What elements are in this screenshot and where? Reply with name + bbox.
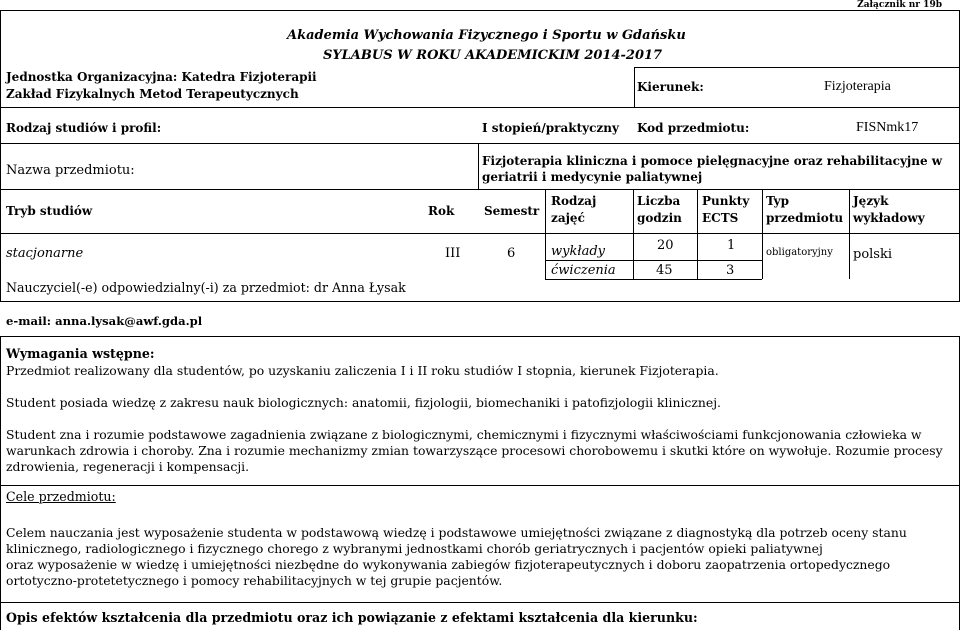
requirements-p1: Przedmiot realizowany dla studentów, po uzyskaniu zaliczenia I i II roku studiów I stopnia, kierunek Fizjoterapia. bbox=[6, 363, 719, 378]
course-code-label: Kod przedmiotu: bbox=[637, 121, 750, 135]
row-ects: 1 bbox=[727, 238, 736, 253]
requirements-p2: Student posiada wiedzę z zakresu nauk biologicznych: anatomii, fizjologii, biomechaniki i patofizjologii klinicznej. bbox=[6, 395, 721, 410]
header-language-2: wykładowy bbox=[853, 211, 925, 225]
header-year: Rok bbox=[428, 204, 455, 218]
header-language-1: Język bbox=[853, 194, 889, 208]
requirements-p3: Student zna i rozumie podstawowe zagadnienia związane z biologicznymi, chemicznymi i fizycznymi właściwościami funkcjonowania człowieka w warunkach zdrowia i choroby. Zna i rozumie mechanizmy zmian towarzyszące procesowi chorobowemu i skutki które on wywołuje. Rozumie procesy zdrowienia, regeneracji i kompensacji. bbox=[6, 427, 943, 474]
syllabus-title: SYLABUS W ROKU AKADEMICKIM 2014-2017 bbox=[323, 48, 663, 63]
header-hours-1: Liczba bbox=[637, 194, 681, 208]
row-semester: 6 bbox=[507, 246, 516, 261]
row-lecture-hours: 20 bbox=[657, 238, 674, 253]
course-name-line-2: geriatrii i medycynie paliatywnej bbox=[482, 170, 703, 184]
header-hours-2: godzin bbox=[637, 211, 682, 225]
academy-title: Akademia Wychowania Fizycznego i Sportu w Gdańsku bbox=[287, 28, 686, 43]
goals-title: Cele przedmiotu: bbox=[6, 489, 116, 504]
attachment-note: Załącznik nr 19b bbox=[857, 0, 942, 10]
study-type-value: I stopień/praktyczny bbox=[482, 121, 619, 135]
row-exercises-ects: 3 bbox=[726, 263, 735, 278]
header-class-type-2: zajęć bbox=[551, 211, 585, 225]
direction-value: Fizjoterapia bbox=[824, 79, 891, 94]
outcomes-title: Opis efektów kształcenia dla przedmiotu oraz ich powiązanie z efektami kształcenia dla kierunku: bbox=[6, 610, 698, 625]
course-name-line-1: Fizjoterapia kliniczna i pomoce pielęgnacyjne oraz rehabilitacyjne w bbox=[482, 154, 943, 168]
email-line: e-mail: anna.lysak@awf.gda.pl bbox=[6, 314, 203, 328]
course-name-label: Nazwa przedmiotu: bbox=[6, 163, 135, 178]
row-mode: stacjonarne bbox=[6, 246, 84, 261]
row-subject-type: obligatoryjny bbox=[766, 247, 833, 258]
row-exercises: ćwiczenia bbox=[551, 263, 616, 278]
header-class-type-1: Rodzaj bbox=[551, 194, 597, 208]
goals-p1: Celem nauczania jest wyposażenie studenta w podstawową wiedzę i podstawowe umiejętności związane z diagnostyką dla potrzeb oceny stanu klinicznego, radiologicznego i fizycznego chorego z wybranymi jednostkami chorób geriatrycznych i pacjentów opieki paliatywnej bbox=[6, 525, 907, 556]
teacher-line: Nauczyciel(-e) odpowiedzialny(-i) za przedmiot: dr Anna Łysak bbox=[6, 280, 406, 295]
header-subject-type-2: przedmiotu bbox=[766, 211, 844, 225]
header-ects-1: Punkty bbox=[702, 194, 750, 208]
header-subject-type-1: Typ bbox=[766, 194, 789, 208]
direction-label: Kierunek: bbox=[637, 80, 704, 94]
row-year: III bbox=[445, 246, 461, 261]
row-lecture: wykłady bbox=[551, 244, 605, 259]
row-exercises-hours: 45 bbox=[656, 263, 673, 278]
course-code-value: FISNmk17 bbox=[856, 120, 919, 135]
header-mode: Tryb studiów bbox=[6, 204, 93, 218]
unit-line-1: Jednostka Organizacyjna: Katedra Fizjoterapii bbox=[6, 70, 317, 84]
unit-line-2: Zakład Fizykalnych Metod Terapeutycznych bbox=[6, 87, 299, 101]
study-type-label: Rodzaj studiów i profil: bbox=[6, 121, 162, 135]
goals-p2: oraz wyposażenie w wiedzę i umiejętności niezbędne do wykonywania zabiegów fizjoterapeutycznych i doboru zaopatrzenia ortopedycznego ortotyczno-protetetycznego i pomocy rehabilitacyjnych w tej grupie pacjentów. bbox=[6, 557, 891, 588]
requirements-title: Wymagania wstępne: bbox=[6, 346, 155, 361]
header-ects-2: ECTS bbox=[702, 211, 739, 225]
row-language: polski bbox=[853, 247, 893, 262]
header-semester: Semestr bbox=[484, 204, 540, 218]
